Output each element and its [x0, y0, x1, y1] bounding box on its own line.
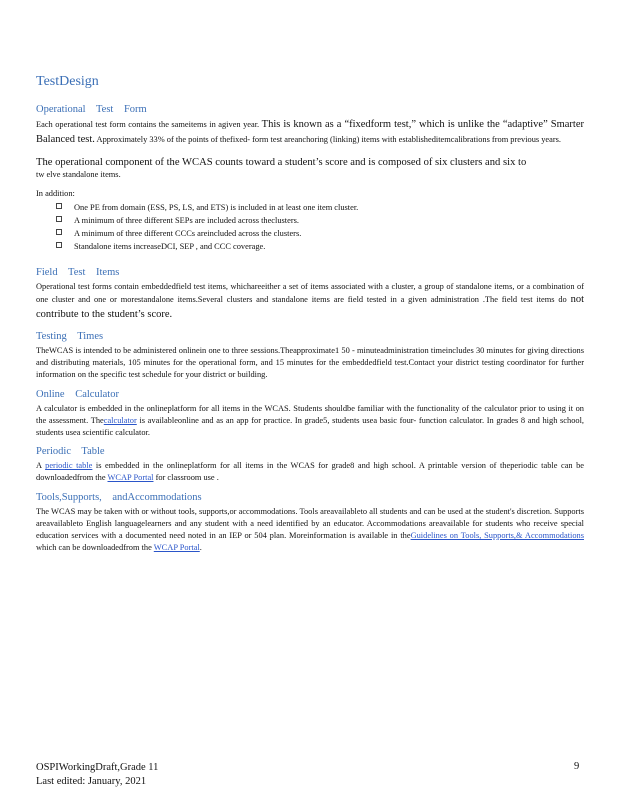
- list-item: [56, 227, 584, 240]
- footer-last-edited: Last edited: January, 2021: [36, 775, 147, 787]
- list-item: [56, 240, 584, 253]
- heading-online-calculator: Online Calculator: [36, 388, 119, 400]
- tools-paragraph: [36, 506, 584, 554]
- page-number: 9: [574, 761, 580, 772]
- operational-text-2: Approximately 33% of the points of thefixed- form test areanchoring (linking) items with establisheditemcalibrations from previous years.: [96, 134, 562, 144]
- field-test-text: Operational test forms contain embeddedfield test items, whichareeither a set of items associated with a cluster, a group of standalone items, or a combination of one cluster and one or morestandalone items.Several clusters and standalone items are field tested in a given administration .The field test items do: [36, 282, 584, 305]
- tools-text-b: which can be downloadedfrom the: [36, 543, 152, 553]
- operational-paragraph: [36, 118, 584, 148]
- list-item: [56, 201, 584, 214]
- testing-times-paragraph: TheWCAS is intended to be administered onlinein one to three sessions.Theapproximate1 50 - minuteadministration timeincludes 30 minutes for giving directions and distributing materials, 105 minutes for the operational form, and 15 minutes for the embeddedfield test.Contact your district testing coordinator for further information on the specific test schedule for your district or building.: [36, 345, 584, 379]
- tools-text-c: .: [199, 543, 202, 553]
- periodic-paragraph: [36, 460, 584, 484]
- periodic-text-b: is embedded in the onlineplatform for all items in the WCAS for grade8 and high school. A printable version of theperiodic table can be downloadedfrom the: [36, 461, 585, 483]
- field-test-score-text: not contribute to the student’s score.: [36, 294, 584, 320]
- operational-score-statement: The operational component of the WCAS counts toward a student’s score and is composed of six clusters and six to: [36, 156, 527, 168]
- tools-text-a: The WCAS may be taken with or without tools, supports,or accommodations. Tools areavailableto all students and can be used at the student's discretion. Supports areavailableto English languagelearners and any student with a need identified by an educator. Accommodations areavailable for students who receive special education services with a documented need noted in an IEP or 504 plan. Moreinformation is available in the: [36, 507, 584, 541]
- in-addition-label: In addition:: [36, 189, 75, 199]
- operational-text-fixed-form: This is known as a “fixedform test,” which is unlike the “adaptive” Smarter Balanced test.: [36, 119, 584, 145]
- square-bullet-icon: [56, 216, 62, 222]
- calculator-link[interactable]: calculator: [103, 415, 137, 425]
- field-test-paragraph: [36, 281, 584, 323]
- wcap-portal-link[interactable]: WCAP Portal: [107, 473, 154, 483]
- square-bullet-icon: [56, 229, 62, 235]
- square-bullet-icon: [56, 203, 62, 209]
- page-footer: [36, 761, 158, 788]
- heading-testing-times: Testing Times: [36, 330, 104, 342]
- periodic-table-link[interactable]: periodic table: [45, 461, 93, 471]
- calculator-text-a: A calculator is embedded in the onlineplatform for all items in the WCAS. Students shouldbe familiar with the functionality of the calculator prior to using it on the assessment. The: [36, 403, 584, 425]
- guidelines-link[interactable]: Guidelines on Tools, Supports,& Accommodations: [410, 531, 584, 541]
- list-item-text: A minimum of three different CCCs areincluded across the clusters.: [74, 229, 302, 239]
- periodic-text-c: for classroom use .: [155, 473, 219, 483]
- requirements-list: [36, 201, 584, 253]
- page-title: TestDesign: [36, 74, 99, 89]
- operational-standalone-line: tw elve standalone items.: [36, 170, 121, 180]
- heading-periodic-table: Periodic Table: [36, 446, 105, 458]
- list-item-text: A minimum of three different SEPs are included across theclusters.: [74, 216, 299, 226]
- heading-tools-supports-accommodations: Tools,Supports, andAccommodations: [36, 492, 202, 504]
- periodic-text-a: A: [36, 461, 42, 471]
- heading-operational-test-form: Operational Test Form: [36, 104, 147, 115]
- list-item-text: One PE from domain (ESS, PS, LS, and ETS) is included in at least one item cluster.: [74, 203, 359, 213]
- calculator-text-b: is availableonline and as an app for practice. In grade5, students usea basic four- function calculator. In grades 8 and high school, students usea scientific calculator.: [36, 415, 585, 437]
- page-content: [36, 74, 584, 562]
- footer-draft-label: OSPIWorkingDraft,Grade 11: [36, 762, 159, 773]
- calculator-paragraph: [36, 403, 584, 439]
- operational-text-1: Each operational test form contains the sameitems in agiven year.: [36, 120, 260, 129]
- list-item-text: Standalone items increaseDCI, SEP , and CCC coverage.: [74, 242, 266, 252]
- list-item: [56, 214, 584, 227]
- square-bullet-icon: [56, 242, 62, 248]
- wcap-portal-link-2[interactable]: WCAP Portal: [153, 543, 200, 553]
- heading-field-test-items: Field Test Items: [36, 267, 120, 279]
